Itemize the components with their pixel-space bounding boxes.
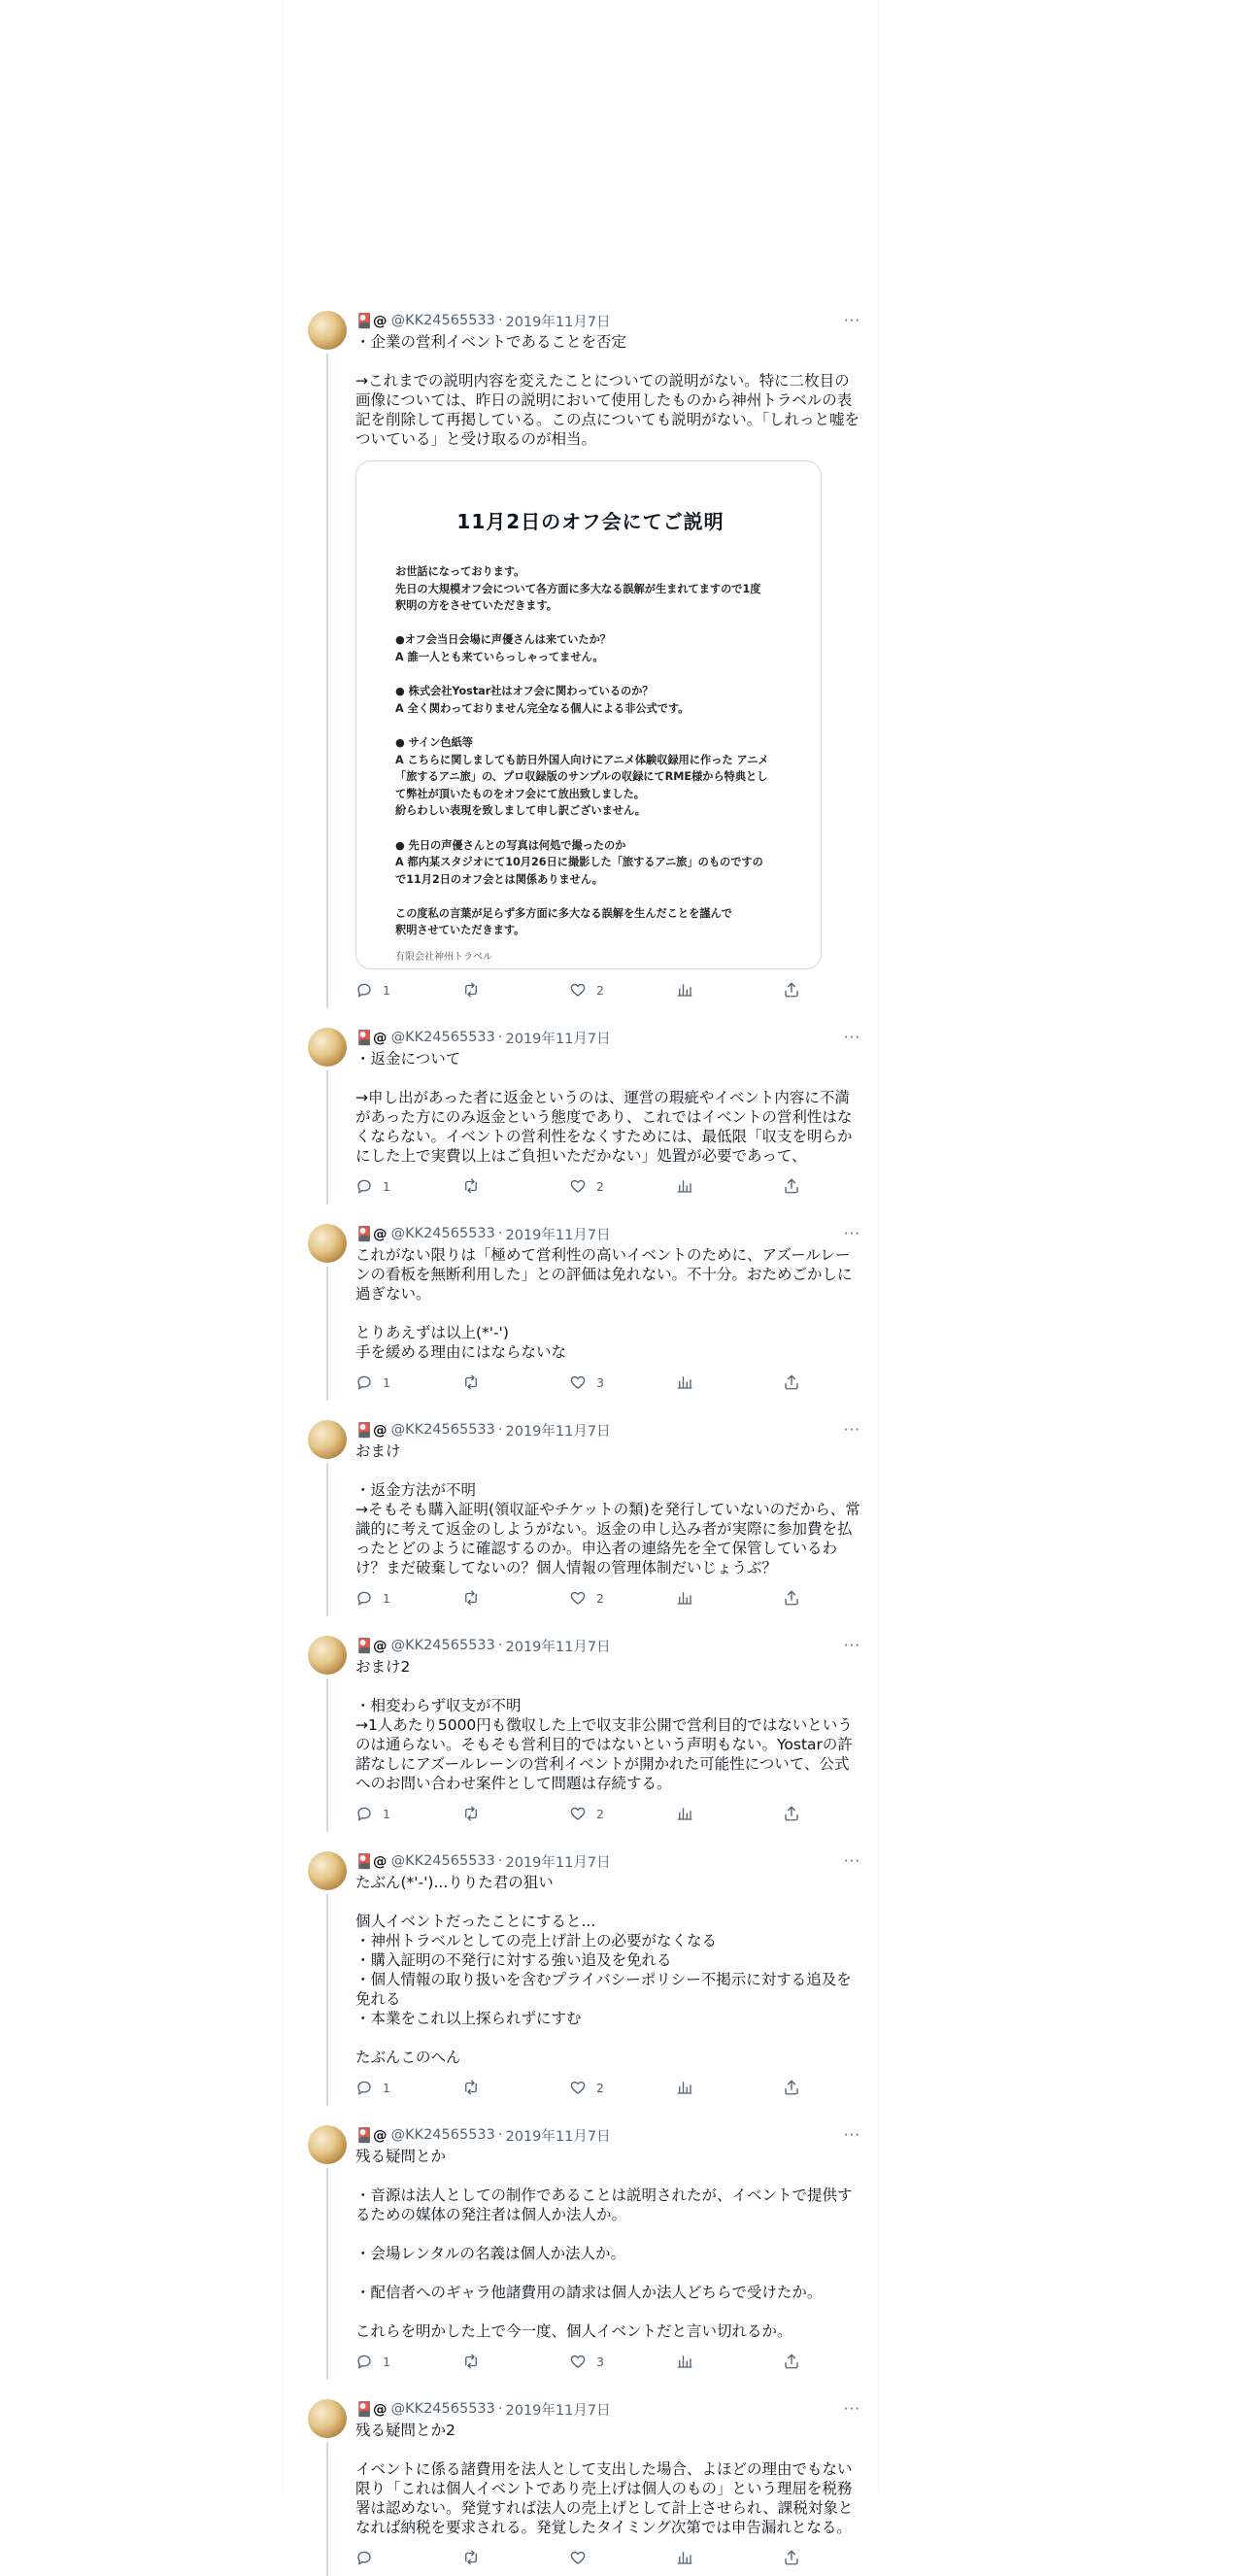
image-title: 11月2日のオフ会にてご説明 [456,510,725,533]
tweet-gutter [299,2125,355,2380]
reply-count: 1 [383,2080,390,2095]
avatar[interactable] [308,2399,347,2438]
reply-button[interactable] [355,2353,462,2370]
tweet-header [355,2399,860,2419]
tweet-text: これがない限りは「極めて営利性の高いイベントのために、アズールレーンの看板を無断利用した」との評価は免れない。不十分。おためごかしに過ぎない。 とりあえずは以上(*'-') 手を緩める理由にはならないな [355,1246,853,1361]
share-icon [783,2549,800,2566]
thread [284,291,880,2576]
retweet-button[interactable] [462,1589,569,1607]
share-icon [783,2353,800,2370]
reply-icon [355,981,373,999]
separator-dot: · [497,1030,503,1045]
views-button[interactable] [676,981,783,999]
reply-count: 1 [383,1178,390,1194]
display-name[interactable]: 🎴@ [355,1638,388,1654]
display-name[interactable]: 🎴@ [355,1853,388,1870]
more-options-icon[interactable]: ··· [843,1029,860,1046]
share-button[interactable] [783,1373,810,1391]
share-icon [783,1373,800,1391]
user-handle[interactable]: @KK24565533 [390,1853,495,1869]
heart-icon [569,2353,587,2370]
action-bar [355,2539,860,2576]
like-button[interactable] [569,2549,676,2566]
timestamp[interactable]: 2019年11月7日 [505,1639,611,1655]
reply-icon [355,2353,373,2370]
user-handle[interactable]: @KK24565533 [390,1226,495,1241]
retweet-button[interactable] [462,2549,569,2566]
share-button[interactable] [783,1177,810,1195]
tweet-text: たぶん(*'-')...りりた君の狙い 個人イベントだったことにすると... ・神州トラベルとしての売上げ計上の必要がなくなる ・購入証明の不発行に対する強い追及を免れる ・個人情報の取り扱いを含むプライバシーポリシー不掲示に対する追及を免れる ・本業をこれ以上探られずにすむ たぶんこのへん [355,1874,852,2066]
user-handle[interactable]: @KK24565533 [390,1422,495,1438]
reply-count: 1 [383,1590,390,1606]
analytics-icon [676,2079,693,2096]
timestamp[interactable]: 2019年11月7日 [505,1854,611,1871]
views-button[interactable] [676,2079,783,2096]
tweet-gutter [299,1028,355,1204]
thread-line [326,1678,328,1832]
thread-line [326,1463,328,1616]
analytics-icon [676,1177,693,1195]
reply-count: 1 [383,2354,390,2369]
display-name[interactable]: 🎴@ [355,1030,388,1046]
tweet[interactable] [284,1401,880,1616]
tweet-text: おまけ ・返金方法が不明 →そもそも購入証明(領収証やチケットの類)を発行していないのだから、常識的に考えて返金のしようがない。返金の申し込み者が実際に参加費を払ったとどのように確認するのか。申込者の連絡先を全て保管しているわけ？まだ破棄してないの？個人情報の管理体制だいじょうぶ？ [355,1442,860,1576]
share-button[interactable] [783,2549,810,2566]
reply-button[interactable] [355,2549,462,2566]
user-handle[interactable]: @KK24565533 [390,2127,495,2143]
retweet-icon [462,2079,480,2096]
analytics-icon [676,2353,693,2370]
reply-button[interactable] [355,2079,462,2096]
thread-line [326,354,328,1008]
timestamp[interactable]: 2019年11月7日 [505,2128,611,2145]
reply-count: 1 [383,1374,390,1390]
tweet-gutter [299,1224,355,1401]
display-name[interactable]: 🎴@ [355,1226,388,1242]
share-button[interactable] [783,2079,810,2096]
like-button[interactable] [569,1373,676,1391]
separator-dot: · [497,313,503,328]
thread-line [326,1267,328,1401]
reply-button[interactable] [355,1589,462,1607]
more-options-icon[interactable]: ··· [843,1225,860,1242]
like-count: 2 [596,1590,604,1606]
avatar[interactable] [308,2125,347,2164]
user-handle[interactable]: @KK24565533 [390,1638,495,1653]
avatar[interactable] [308,1636,347,1675]
reply-count: 1 [383,1806,390,1821]
thread-line [326,2168,328,2380]
tweet-text: ・企業の営利イベントであることを否定 →これまでの説明内容を変えたことについての説明がない。特に二枚目の画像については、昨日の説明において使用したものから神州トラベルの表記を削除して再掲している。この点についても説明がない。「しれっと嘘をついている」と受け取るのが相当。 [355,333,859,448]
separator-dot: · [497,2127,503,2143]
tweet[interactable] [284,2380,880,2576]
share-icon [783,2079,800,2096]
avatar[interactable] [308,1851,347,1890]
analytics-icon [676,2549,693,2566]
share-button[interactable] [783,1589,810,1607]
heart-icon [569,1373,587,1391]
heart-icon [569,1177,587,1195]
share-icon [783,1177,800,1195]
display-name[interactable]: 🎴@ [355,1422,388,1439]
tweet-header [355,1224,860,1243]
views-button[interactable] [676,1373,783,1391]
heart-icon [569,1589,587,1607]
tweet-header [355,311,860,330]
display-name[interactable]: 🎴@ [355,2127,388,2144]
tweet-body [355,1420,860,1616]
more-options-icon[interactable]: ··· [843,312,860,329]
timestamp[interactable]: 2019年11月7日 [505,314,611,330]
tweet-text: 残る疑問とか2 イベントに係る諸費用を法人として支出した場合、よほどの理由でもない限り「これは個人イベントであり売上げは個人のもの」という理屈を税務署は認めない。発覚すれば法人の売上げとして計上させられ、課税対象となれば納税を要求される。発覚したタイミング次第では申告漏れとなる。 [355,2422,854,2536]
avatar[interactable] [308,1028,347,1067]
tweet-gutter [299,2399,355,2576]
user-handle[interactable]: @KK24565533 [390,1030,495,1045]
thread-line [326,2442,328,2576]
like-button[interactable] [569,1805,676,1822]
separator-dot: · [497,1422,503,1438]
tweet-header [355,1636,860,1655]
like-count: 2 [596,1806,604,1821]
retweet-button[interactable] [462,981,569,999]
action-bar [355,1795,860,1832]
tweet-body [355,1028,860,1204]
separator-dot: · [497,2401,503,2417]
thread-line [326,1894,328,2106]
image-body-text: お世話になっております。 先日の大規模オフ会について各方面に多大なる誤解が生まれてますので1度 釈明の方をさせていただきます。 ●オフ会当日会場に声優さんは来ていたか？ A 誰一人とも来ていらっしゃってません。 ● 株式会社Yostar社はオフ会に関わっているのか？ A 全く関わっておりません完全なる個人による非公式です。 ● サイン色紙等 A こちらに関しましても訪日外国人向けにアニメ体験収録用に作った アニメ 「旅するアニ旅」の、プロ収録版のサンプルの収録にてRME様から特典とし て弊社が頂いたものをオフ会にて放出致しました。 紛らわしい表現を致しまして申し訳ございません。 ● 先日の声優さんとの写真は何処で撮ったのか A 都内某スタジオにて10月26日に撮影した「旅するアニ旅」のものですの で11月2日のオフ会とは関係ありません。 この度私の言葉が足らず多方面に多大なる誤解を生んだことを謹んで 釈明させていただきます。 [395,565,769,937]
share-button[interactable] [783,2353,810,2370]
action-bar [355,2069,860,2106]
display-name[interactable]: 🎴@ [355,2401,388,2418]
tweet-body [355,1851,860,2106]
tweet-text: ・返金について →申し出があった者に返金というのは、運営の瑕疵やイベント内容に不満があった方にのみ返金という態度であり、これではイベントの営利性はなくならない。イベントの営利性をなくすためには、最低限「収支を明らかにした上で実費以上はご負担いただかない」処置が必要であって、 [355,1050,853,1165]
tweet-body [355,1636,860,1832]
tweet-gutter [299,1636,355,1832]
heart-icon [569,2079,587,2096]
retweet-button[interactable] [462,2079,569,2096]
separator-dot: · [497,1853,503,1869]
tweet-header [355,1851,860,1871]
analytics-icon [676,1373,693,1391]
avatar[interactable] [308,1224,347,1263]
tweet[interactable] [284,1204,880,1401]
retweet-icon [462,2549,480,2566]
tweet-gutter [299,311,355,1008]
user-handle[interactable]: @KK24565533 [390,2401,495,2417]
tweet-gutter [299,1851,355,2106]
tweet-body [355,311,860,1008]
share-icon [783,981,800,999]
views-button[interactable] [676,1805,783,1822]
like-button[interactable] [569,2079,676,2096]
like-count: 3 [596,1374,604,1390]
tweet-header [355,2125,860,2145]
reply-button[interactable] [355,1177,462,1195]
like-count: 2 [596,982,604,998]
like-button[interactable] [569,1177,676,1195]
tweet-header [355,1028,860,1047]
views-button[interactable] [676,1589,783,1607]
timeline-column [283,0,879,2536]
like-button[interactable] [569,2353,676,2370]
more-options-icon[interactable]: ··· [843,2400,860,2418]
retweet-icon [462,1589,480,1607]
attached-image[interactable] [355,460,822,969]
heart-icon [569,981,587,999]
like-count: 2 [596,1178,604,1194]
action-bar [355,1364,860,1401]
action-bar [355,971,860,1008]
reply-button[interactable] [355,981,462,999]
reply-icon [355,1177,373,1195]
retweet-icon [462,2353,480,2370]
thread-line [326,1070,328,1204]
tweet-body [355,2125,860,2380]
like-count: 3 [596,2354,604,2369]
heart-icon [569,1805,587,1822]
reply-count: 1 [383,982,390,998]
timestamp[interactable]: 2019年11月7日 [505,1031,611,1047]
share-icon [783,1805,800,1822]
like-button[interactable] [569,1589,676,1607]
tweet[interactable] [284,1008,880,1204]
retweet-icon [462,981,480,999]
timestamp[interactable]: 2019年11月7日 [505,1423,611,1440]
tweet-header [355,1420,860,1440]
action-bar [355,1579,860,1616]
tweet-text: 残る疑問とか ・音源は法人としての制作であることは説明されたが、イベントで提供するための媒体の発注者は個人か法人か。 ・会場レンタルの名義は個人か法人か。 ・配信者へのギャラ他諸費用の請求は個人か法人どちらで受けたか。 これらを明かした上で今一度、個人イベントだと言い切れるか。 [355,2148,853,2340]
like-button[interactable] [569,981,676,999]
timestamp[interactable]: 2019年11月7日 [505,1227,611,1243]
share-button[interactable] [783,1805,810,1822]
like-count: 2 [596,2080,604,2095]
avatar[interactable] [308,1420,347,1459]
retweet-icon [462,1373,480,1391]
views-button[interactable] [676,2549,783,2566]
user-handle[interactable]: @KK24565533 [390,313,495,328]
retweet-button[interactable] [462,2353,569,2370]
tweet[interactable] [284,291,880,1008]
tweet-body [355,1224,860,1401]
reply-button[interactable] [355,1373,462,1391]
more-options-icon[interactable]: ··· [843,1421,860,1439]
action-bar [355,2343,860,2380]
reply-icon [355,1589,373,1607]
reply-icon [355,1805,373,1822]
analytics-icon [676,1805,693,1822]
share-icon [783,1589,800,1607]
retweet-button[interactable] [462,1805,569,1822]
views-button[interactable] [676,2353,783,2370]
separator-dot: · [497,1638,503,1653]
image-footer: 有限会社神州トラベル [395,952,492,963]
views-button[interactable] [676,1177,783,1195]
reply-icon [355,1373,373,1391]
separator-dot: · [497,1226,503,1241]
retweet-icon [462,1805,480,1822]
action-bar [355,1168,860,1204]
more-options-icon[interactable]: ··· [843,1852,860,1870]
timestamp[interactable]: 2019年11月7日 [505,2402,611,2419]
heart-icon [569,2549,587,2566]
analytics-icon [676,1589,693,1607]
retweet-button[interactable] [462,1373,569,1391]
tweet[interactable] [284,1832,880,2106]
tweet[interactable] [284,1616,880,1832]
retweet-icon [462,1177,480,1195]
reply-button[interactable] [355,1805,462,1822]
analytics-icon [676,981,693,999]
tweet-gutter [299,1420,355,1616]
reply-icon [355,2549,373,2566]
tweet[interactable] [284,2106,880,2380]
more-options-icon[interactable]: ··· [843,1637,860,1654]
reply-icon [355,2079,373,2096]
retweet-button[interactable] [462,1177,569,1195]
share-button[interactable] [783,981,810,999]
more-options-icon[interactable]: ··· [843,2126,860,2144]
avatar[interactable] [308,311,347,350]
tweet-body [355,2399,860,2576]
display-name[interactable]: 🎴@ [355,313,388,329]
tweet-text: おまけ2 ・相変わらず収支が不明 →1人あたり5000円も徴収した上で収支非公開で営利目的ではないというのは通らない。そもそも営利目的ではないという声明もない。Yostarの許諾なしにアズールレーンの営利イベントが開かれた可能性について、公式へのお問い合わせ案件として問題は存続する。 [355,1658,853,1792]
